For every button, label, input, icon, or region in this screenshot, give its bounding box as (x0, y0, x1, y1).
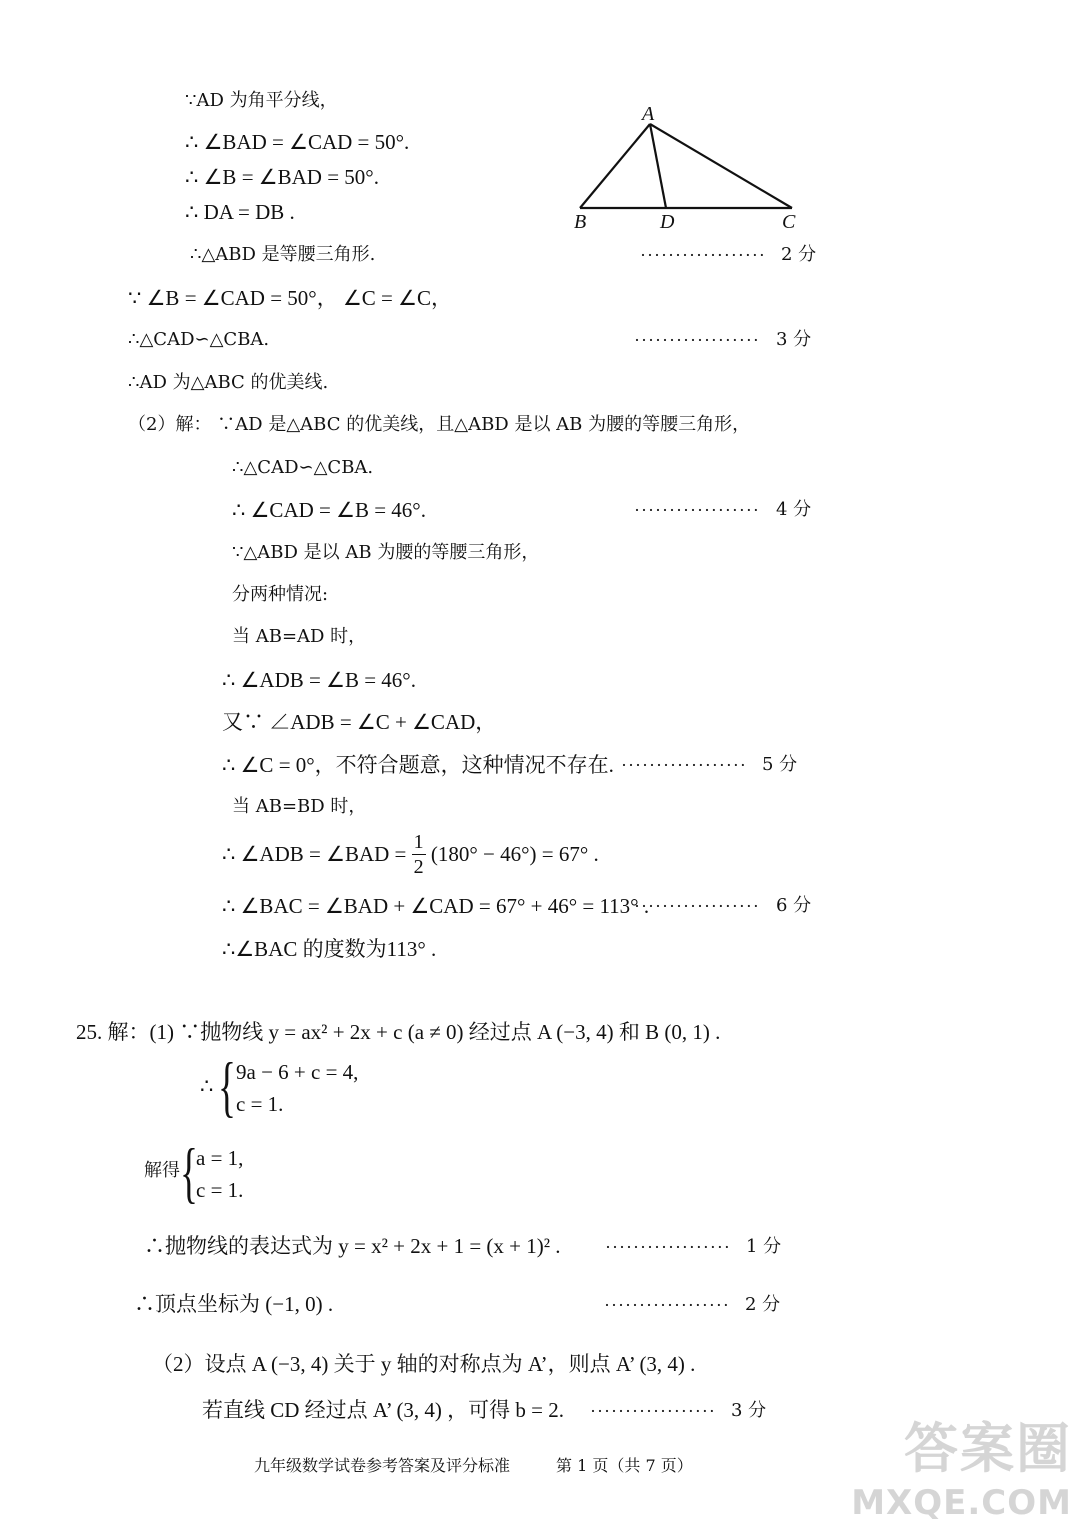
line-abd-isosceles: ∴△ABD 是等腰三角形. (190, 244, 376, 265)
line-ad-bisector: ∵AD 为角平分线， (185, 90, 338, 111)
eq-lead: ∴ ∠ADB = ∠BAD = (222, 842, 407, 866)
score-3b: 3 分 (731, 1400, 767, 1421)
fraction-numerator: 1 (413, 831, 424, 853)
footer-page-number: 第 1 页（共 7 页） (556, 1456, 693, 1475)
line-angle-adb-46: ∴ ∠ADB = ∠B = 46°. (222, 668, 416, 692)
system-row-1: 9a − 6 + c = 4, (236, 1060, 359, 1084)
line-angle-bac-113: ∴ ∠BAC = ∠BAD + ∠CAD = 67° + 46° = 113° . (222, 894, 650, 918)
line-angle-cad-46: ∴ ∠CAD = ∠B = 46°. (232, 498, 426, 522)
line-q25-given: 25. 解：(1) ∵抛物线 y = ax² + 2x + c (a ≠ 0) 经过点 A (−3, 4) 和 B (0, 1) . (76, 1020, 721, 1044)
dots-leader: ·················· (634, 896, 760, 916)
line-c-zero: ∴ ∠C = 0°，不符合题意，这种情况不存在. (222, 753, 614, 777)
fraction-denominator: 2 (413, 856, 424, 878)
line-adb-exterior: 又∵ ∠ADB = ∠C + ∠CAD， (222, 710, 497, 734)
brace-left: { (218, 1048, 236, 1124)
line-angle-bad-cad: ∴ ∠BAD = ∠CAD = 50°. (185, 130, 410, 154)
line-symmetric-point: （2）设点 A (−3, 4) 关于 y 轴的对称点为 A’，则点 A’ (3, 4) . (152, 1352, 696, 1376)
therefore-symbol: ∴ (200, 1074, 214, 1098)
line-abd-isosceles-leg: ∵△ABD 是以 AB 为腰的等腰三角形， (232, 542, 540, 563)
score-3: 3 分 (776, 329, 812, 350)
dots-leader: ·················· (604, 1295, 730, 1315)
system-row-2: c = 1. (196, 1178, 244, 1202)
triangle-figure (560, 100, 820, 240)
score-2b: 2 分 (745, 1294, 781, 1315)
line-similar-cad-cba-2: ∴△CAD∽△CBA. (232, 457, 374, 478)
dots-leader: ·················· (634, 500, 760, 520)
dots-leader: ·················· (621, 755, 747, 775)
line-vertex: ∴顶点坐标为 (−1, 0) . (134, 1292, 334, 1316)
watermark-line-2: MXQE.COM (851, 1483, 1072, 1523)
score-6: 6 分 (776, 895, 812, 916)
vertex-label-a: A (642, 103, 655, 125)
solve-lead: 解得 (144, 1160, 180, 1181)
dots-leader: ·················· (590, 1401, 716, 1421)
line-angle-adb-67 (222, 832, 599, 877)
line-angle-b-cad-c: ∵ ∠B = ∠CAD = 50°， ∠C = ∠C， (128, 286, 452, 310)
equation-system-1 (200, 1048, 380, 1128)
line-line-cd: 若直线 CD 经过点 A’ (3, 4) ，可得 b = 2. (202, 1398, 565, 1422)
line-ad-nice-line: ∴AD 为△ABC 的优美线. (128, 372, 329, 393)
eq-tail: (180° − 46°) = 67° . (430, 842, 599, 866)
side-ab (580, 124, 650, 208)
dots-leader: ·················· (640, 245, 766, 265)
dots-leader: ·················· (634, 330, 760, 350)
system-row-1: a = 1, (196, 1146, 244, 1170)
system-row-2: c = 1. (236, 1092, 284, 1116)
fraction-one-half (412, 832, 426, 877)
watermark-logo (851, 1406, 1072, 1523)
vertex-label-c: C (782, 211, 796, 233)
line-similar-cad-cba: ∴△CAD∽△CBA. (128, 329, 270, 350)
line-da-db: ∴ DA = DB . (185, 200, 295, 224)
footer-title: 九年级数学试卷参考答案及评分标准 (254, 1456, 511, 1475)
line-two-cases: 分两种情况: (232, 584, 329, 605)
equation-system-2 (144, 1134, 304, 1214)
line-part2-given: （2）解： ∵AD 是△ABC 的优美线，且△ABD 是以 AB 为腰的等腰三角形， (128, 414, 751, 435)
line-bac-degree: ∴∠BAC 的度数为113° . (222, 937, 437, 961)
score-4: 4 分 (776, 499, 812, 520)
line-case-ab-ad: 当 AB=AD 时， (232, 626, 367, 647)
brace-left: { (180, 1134, 198, 1210)
line-angle-b-bad: ∴ ∠B = ∠BAD = 50°. (185, 165, 379, 189)
segment-ad (650, 124, 666, 208)
line-parabola-expression: ∴抛物线的表达式为 y = x² + 2x + 1 = (x + 1)² . (144, 1234, 561, 1258)
score-1: 1 分 (746, 1236, 782, 1257)
score-5: 5 分 (762, 754, 798, 775)
score-2: 2 分 (781, 244, 817, 265)
vertex-label-b: B (574, 211, 587, 233)
vertex-label-d: D (660, 211, 675, 233)
watermark-line-1: 答案圈 (904, 1417, 1072, 1480)
dots-leader: ·················· (605, 1237, 731, 1257)
side-ac (650, 124, 792, 208)
line-case-ab-bd: 当 AB=BD 时， (232, 796, 367, 817)
